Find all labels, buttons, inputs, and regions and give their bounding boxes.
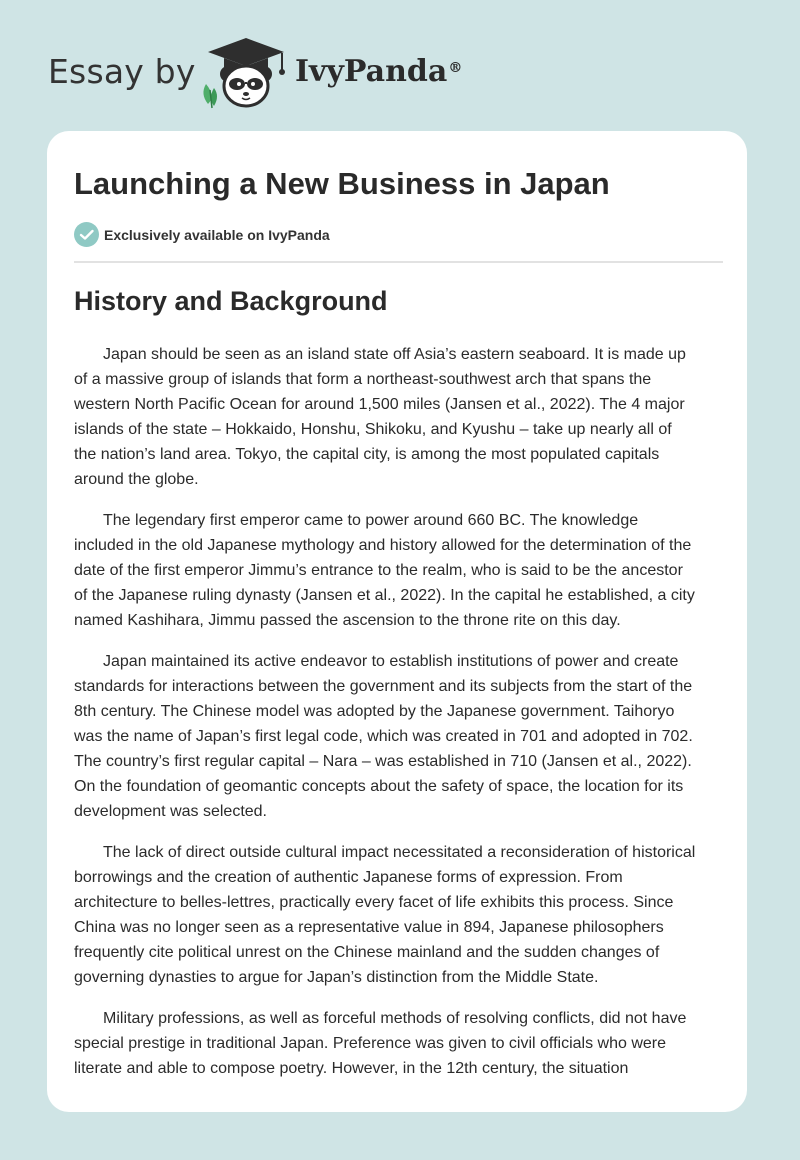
paragraph-line: literate and able to compose poetry. However, in the 12th century, the situation <box>74 1060 629 1077</box>
essay-card <box>47 131 747 1112</box>
check-circle-icon <box>74 222 99 247</box>
paragraph-line: On the foundation of geomantic concepts about the safety of space, the location for its <box>74 778 684 795</box>
paragraph <box>74 342 726 492</box>
divider <box>74 261 723 263</box>
paragraph-line: Japan should be seen as an island state off Asia’s eastern seaboard. It is made up <box>103 346 686 363</box>
paragraph-line: of a massive group of islands that form a northeast-southwest arch that spans the <box>74 371 652 388</box>
paragraph-line: standards for interactions between the government and its subjects from the start of the <box>74 678 693 695</box>
paragraph <box>74 649 726 824</box>
exclusive-badge-label: Exclusively available on IvyPanda <box>104 227 330 243</box>
paragraph-line: The lack of direct outside cultural impact necessitated a reconsideration of historical <box>103 844 696 861</box>
paragraph-line: of the Japanese ruling dynasty (Jansen et al., 2022). In the capital he established, a city <box>74 587 695 604</box>
paragraph-line: China was no longer seen as a representative value in 894, Japanese philosophers <box>74 919 664 936</box>
site-header <box>0 0 800 120</box>
paragraph <box>74 508 726 633</box>
page-title: Launching a New Business in Japan <box>74 166 610 201</box>
paragraph-line: special prestige in traditional Japan. Preference was given to civil officials who were <box>74 1035 667 1052</box>
paragraph-line: was the name of Japan’s first legal code, which was created in 701 and adopted in 702. <box>74 728 693 745</box>
paragraph-line: date of the first emperor Jimmu’s entrance to the realm, who is said to be the ancestor <box>74 562 683 579</box>
paragraph-line: development was selected. <box>74 803 267 820</box>
paragraph-line: around the globe. <box>74 471 199 488</box>
paragraph-line: governing dynasties to argue for Japan’s distinction from the Middle State. <box>74 969 599 986</box>
paragraph-line: 8th century. The Chinese model was adopted by the Japanese government. Taihoryo <box>74 703 675 720</box>
paragraph-line: western North Pacific Ocean for around 1,500 miles (Jansen et al., 2022). The 4 major <box>74 396 685 413</box>
paragraph <box>74 1006 726 1081</box>
brand-name <box>295 52 462 92</box>
paragraph-line: named Kashihara, Jimmu passed the ascension to the throne rite on this day. <box>74 612 621 629</box>
essay-body <box>74 342 726 1097</box>
paragraph-line: included in the old Japanese mythology and history allowed for the determination of the <box>74 537 692 554</box>
paragraph-line: islands of the state – Hokkaido, Honshu, Shikoku, and Kyushu – take up nearly all of <box>74 421 672 438</box>
paragraph-line: frequently cite political unrest on the Chinese mainland and the sudden changes of <box>74 944 660 961</box>
paragraph-line: the nation’s land area. Tokyo, the capital city, is among the most populated capitals <box>74 446 660 463</box>
paragraph <box>74 840 726 990</box>
paragraph-line: The legendary first emperor came to power around 660 BC. The knowledge <box>103 512 639 529</box>
paragraph-line: The country’s first regular capital – Nara – was established in 710 (Jansen et al., 2022). <box>74 753 692 770</box>
paragraph-line: Military professions, as well as forceful methods of resolving conflicts, did not have <box>103 1010 687 1027</box>
brand-text: IvyPanda <box>295 54 448 89</box>
paragraph-line: architecture to belles-lettres, practically every facet of life exhibits this process. Since <box>74 894 674 911</box>
essay-by-label: Essay by <box>48 52 196 91</box>
panda-graduate-icon <box>198 34 294 110</box>
registered-mark: ® <box>448 60 463 76</box>
paragraph-line: borrowings and the creation of authentic Japanese forms of expression. From <box>74 869 623 886</box>
paragraph-line: Japan maintained its active endeavor to establish institutions of power and create <box>103 653 679 670</box>
section-heading: History and Background <box>74 286 388 316</box>
